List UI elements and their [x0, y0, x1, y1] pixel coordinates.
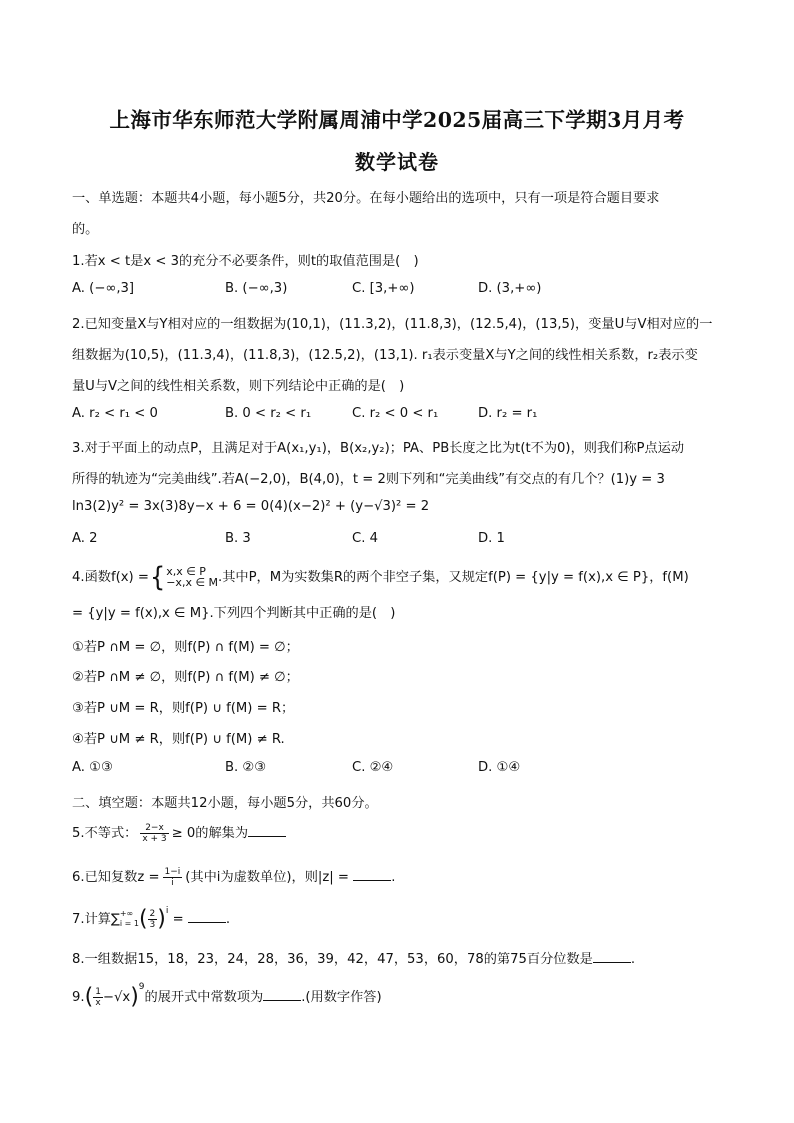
q8-end: .: [630, 952, 636, 967]
q9-answer-blank[interactable]: [263, 988, 301, 1001]
q2-option-b: B. 0 < r₂ < r₁: [225, 406, 312, 421]
q4-judgement-2: ②若P ∩M ≠ ∅，则f(P) ∩ f(M) ≠ ∅；: [72, 670, 299, 685]
q9-end: .(用数字作答): [301, 990, 382, 1005]
section1-heading: 一、单选题：本题共4小题，每小题5分，共20分。在每小题给出的选项中，只有一项是符合题目要求: [72, 191, 660, 206]
q4-judgement-3: ③若P ∪M = R，则f(P) ∪ f(M) = R；: [72, 701, 295, 716]
question-2-line1: 2.已知变量X与Y相对应的一组数据为(10,1)，(11.3,2)，(11.8,3)，(12.5,4)，(13,5)，变量U与V相对应的一: [72, 317, 713, 332]
q5-pre: 5.不等式：: [72, 826, 138, 841]
q9-pre: 9.: [72, 990, 85, 1005]
q8-text: 8.一组数据15，18，23，24，28，36，39，42，47，53，60，78的第75百分位数是: [72, 952, 593, 967]
q9-post: 的展开式中常数项为: [144, 990, 264, 1005]
q4-option-c: C. ②④: [352, 760, 394, 775]
q6-denominator: i: [171, 877, 174, 888]
q4-cases: [166, 566, 218, 588]
q4-option-b: B. ②③: [225, 760, 267, 775]
q9-fraction: [93, 987, 103, 1008]
q5-answer-blank[interactable]: [248, 824, 286, 837]
question-6: [72, 866, 395, 888]
section2-heading: 二、填空题：本题共12小题，每小题5分，共60分。: [72, 796, 378, 811]
q1-option-a: A. (−∞,3]: [72, 281, 135, 296]
q4-judgement-1: ①若P ∩M = ∅，则f(P) ∩ f(M) = ∅；: [72, 640, 299, 655]
question-4-line2: = {y|y = f(x),x ∈ M}.下列四个判断其中正确的是( ): [72, 606, 396, 621]
question-1-stem: 1.若x < t是x < 3的充分不必要条件，则t的取值范围是( ): [72, 254, 419, 269]
question-9: [72, 982, 382, 1010]
q7-limits: [120, 909, 139, 929]
question-3-line2: 所得的轨迹为“完美曲线”.若A(−2,0)，B(4,0)，t = 2则下列和“完美曲线”有交点的有几个？(1)y = 3: [72, 472, 665, 487]
q3-option-b: B. 3: [225, 531, 251, 546]
q1-option-d: D. (3,+∞): [478, 281, 542, 296]
q7-open-paren: (: [138, 906, 148, 932]
q2-option-c: C. r₂ < 0 < r₁: [352, 406, 439, 421]
q3-option-c: C. 4: [352, 531, 378, 546]
q9-close-paren: ): [130, 984, 139, 1010]
q6-answer-blank[interactable]: [353, 868, 391, 881]
q7-numerator: 2: [149, 908, 156, 919]
question-4-line1: [72, 561, 689, 593]
q1-option-c: C. [3,+∞): [352, 281, 415, 296]
q6-numerator: 1−i: [164, 866, 181, 877]
question-7: [72, 906, 230, 932]
q7-post: =: [172, 912, 184, 927]
q9-open-paren: (: [84, 984, 94, 1010]
q9-exponent: 9: [138, 982, 145, 992]
q5-post: ≥ 0的解集为: [171, 826, 249, 841]
q5-numerator: 2−x: [140, 823, 168, 834]
q9-mid: −√x: [102, 990, 131, 1005]
q4-brace: {: [149, 561, 166, 593]
q2-option-d: D. r₂ = r₁: [478, 406, 538, 421]
q5-fraction: [140, 823, 168, 844]
q4-option-d: D. ①④: [478, 760, 521, 775]
q8-answer-blank[interactable]: [593, 950, 631, 963]
q4-option-a: A. ①③: [72, 760, 113, 775]
q4-line1-rest: .其中P，M为实数集R的两个非空子集，又规定f(P) = {y|y = f(x),x ∈ P}，f(M): [218, 570, 689, 585]
q1-option-b: B. (−∞,3): [225, 281, 288, 296]
question-2-line3: 量U与V之间的线性相关系数，则下列结论中正确的是( ): [72, 379, 405, 394]
q7-end: .: [225, 912, 231, 927]
q4-judgement-4: ④若P ∪M ≠ R，则f(P) ∪ f(M) ≠ R.: [72, 732, 285, 747]
q7-denominator: 3: [149, 919, 156, 930]
q2-option-a: A. r₂ < r₁ < 0: [72, 406, 158, 421]
q4-case-1: x,x ∈ P: [166, 565, 206, 578]
question-8: [72, 948, 635, 967]
question-2-line2: 组数据为(10,5)，(11.3,4)，(11.8,3)，(12.5,2)，(13,1). r₁表示变量X与Y之间的线性相关系数，r₂表示变: [72, 348, 698, 363]
exam-subtitle: 数学试卷: [355, 150, 439, 174]
q7-answer-blank[interactable]: [188, 910, 226, 923]
q4-prefix: 4.函数f(x) =: [72, 570, 149, 585]
q6-end: .: [391, 870, 396, 885]
question-3-line3: ln3(2)y² = 3x(3)8y−x + 6 = 0(4)(x−2)² + (y−√3)² = 2: [72, 499, 430, 514]
question-3-line1: 3.对于平面上的动点P，且满足对于A(x₁,y₁)，B(x₂,y₂)；PA、PB长度之比为t(t不为0)，则我们称P点运动: [72, 441, 685, 456]
section1-heading-cont: 的。: [72, 222, 99, 237]
q4-case-2: −x,x ∈ M: [166, 576, 219, 589]
q3-option-d: D. 1: [478, 531, 505, 546]
question-5: [72, 822, 286, 844]
q9-denominator: x: [95, 997, 101, 1008]
q7-pre: 7.计算∑: [72, 912, 120, 927]
q7-upper-limit: +∞: [119, 909, 134, 918]
q6-fraction: [163, 867, 183, 888]
q9-numerator: 1: [95, 986, 101, 997]
exam-title: 上海市华东师范大学附属周浦中学2025届高三下学期3月月考: [109, 108, 685, 132]
q6-pre: 6.已知复数z =: [72, 870, 160, 885]
q7-lower-limit: i = 1: [119, 919, 139, 928]
q3-option-a: A. 2: [72, 531, 98, 546]
q7-fraction: [148, 909, 158, 930]
q6-post: (其中i为虚数单位)，则|z| =: [185, 870, 349, 885]
q7-exponent: i: [165, 906, 169, 916]
q7-close-paren: ): [157, 906, 166, 932]
q5-denominator: x + 3: [142, 833, 167, 844]
